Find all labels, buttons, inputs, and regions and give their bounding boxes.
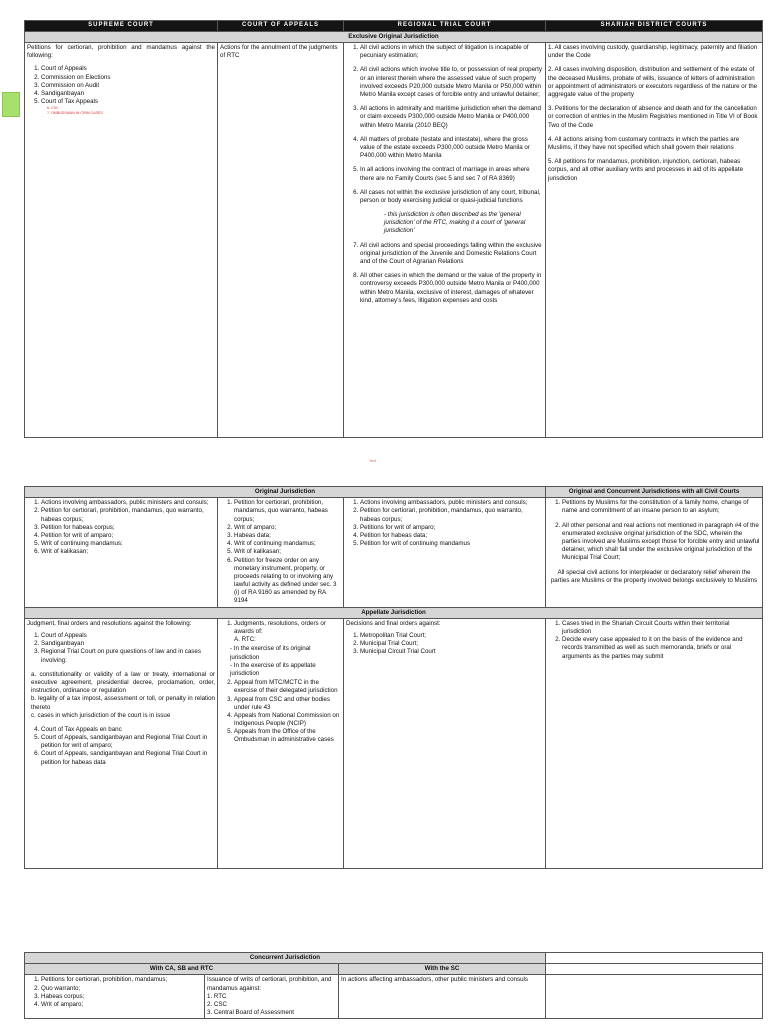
list-item: 3. Central Board of Assessment xyxy=(207,1009,295,1017)
list-item: 4. Petition for habeas data; xyxy=(360,532,543,540)
header-row xyxy=(25,21,763,32)
list-item: 2. Petition for certiorari, prohibition, mandamus, quo warranto, habeas corpus; xyxy=(41,507,215,523)
list-item: 8. All other cases in which the demand or the value of the property in controversy exceeds P300,000 outside Metro Manila or P400,000 within Metro Manila, exclusive of interest, damages of whatever kind, attorney's fees, litigation expenses and costs xyxy=(360,272,543,305)
ca-original-cell xyxy=(218,498,344,607)
sc-appellate-cell xyxy=(25,618,218,868)
list-item: 3. Habeas corpus; xyxy=(41,993,202,1001)
list-item: 3. Petitions for writ of amparo; xyxy=(360,524,543,532)
list-item: 7. All civil actions and special proceedings falling within the exclusive original jurisdiction of the Juvenile and Domestic Relations Court and of the Court of Agrarian Relations xyxy=(360,242,543,267)
list-item: 2. Appeal from MTC/MCTC in the exercise of their delegated jurisdiction xyxy=(234,679,341,695)
section-concurrent: Concurrent Jurisdiction xyxy=(25,953,546,964)
list-item: 2. All other personal and real actions not mentioned in paragraph #4 of the enumerated exclusive original jurisdiction of the SDC, wherein the parties involved are Muslims except those for forcible entry and unlawful detainer, which shall fall under the exclusive original jurisdiction of the Municipal Trial Court; xyxy=(562,522,760,563)
handwritten-note: 7. OMBUDSMAN IN CRIM CASES xyxy=(47,110,103,115)
list-item: 5. Court of Appeals, sandiganbayan and Regional Trial Court in petition for writ of amparo; xyxy=(41,734,215,750)
list-item: 2. Writ of amparo; xyxy=(234,524,341,532)
ca-app-rtc-label: A. RTC: xyxy=(234,636,256,644)
list-item: 4. Court of Tax Appeals en banc xyxy=(41,726,215,734)
list-item: 2. Sandiganbayan xyxy=(41,640,215,648)
header-court-of-appeals: COURT OF APPEALS xyxy=(218,21,344,32)
empty-header-cell xyxy=(546,964,763,975)
original-appellate-table xyxy=(24,486,763,869)
list-item xyxy=(31,648,215,720)
list-item xyxy=(234,620,341,645)
list-item: 1. Metropolitan Trial Court; xyxy=(360,632,543,640)
list-item: 5. Writ of kalikasan; xyxy=(234,548,341,556)
list-item: 1. Actions involving ambassadors, public ministers and consuls; xyxy=(41,499,215,507)
list-item: 5. All petitions for mandamus, prohibition, injunction, certiorari, habeas corpus, and all other auxiliary writs and processes in aid of its appellate jurisdiction xyxy=(548,158,744,182)
rtc-exclusive-cell xyxy=(344,43,546,438)
stray-text-mark: Text xyxy=(369,458,377,463)
list-item: - In the exercise of its original jurisdiction xyxy=(230,645,341,661)
list-item: 3. Habeas data; xyxy=(234,532,341,540)
shariah-original-cell xyxy=(546,498,763,607)
list-item: 6. Court of Appeals, sandiganbayan and Regional Trial Court in petition for habeas data xyxy=(41,750,215,766)
sc-appellate-intro: Judgment, final orders and resolutions against the following: xyxy=(27,619,192,627)
list-item: 1. All cases involving custody, guardianship, legitimacy, paternity and filiation under the Code xyxy=(548,44,758,60)
list-item: 1. Petitions for certiorari, prohibition, mandamus; xyxy=(41,976,202,984)
handwritten-note: 6. CSC xyxy=(47,106,59,111)
rtc-original-cell xyxy=(344,498,546,607)
list-item: 2. All civil actions which involve title to, or possession of real property or an interest therein where the assessed value of such property involved exceeds P20,000 outside Metro Manila or P50,000 within Metro Manila except cases of forcible entry and unlawful detainer; xyxy=(360,66,543,99)
concurrent-col2-cell xyxy=(205,975,339,1019)
list-item: 1. RTC xyxy=(207,992,227,1000)
concurrent-col3-cell: In actions affecting ambassadors, other public ministers and consuls xyxy=(339,975,546,1019)
subsection-with-sc: With the SC xyxy=(339,964,546,975)
sub-item: b. legality of a tax impost, assessment or toll, or penalty in relation thereto xyxy=(31,695,215,711)
list-item: 5. Appeals from the Office of the Ombudsman in administrative cases xyxy=(234,728,341,744)
list-item: 3. Appeal from CSC and other bodies under rule 43 xyxy=(234,696,341,712)
list-item: 6. Petition for freeze order on any monetary instrument, property, or proceeds relating to or involving any lawful activity as defined under sec. 3 (i) of RA 9160 as amended by RA 9194 xyxy=(234,557,341,606)
list-item-text: All cases not within the exclusive jurisdiction of any court, tribunal, person or body exercising judicial or quasi-judicial functions xyxy=(360,188,541,204)
list-item: 4. Sandiganbayan xyxy=(41,90,215,98)
shariah-exclusive-cell xyxy=(546,43,763,438)
concurrent-jurisdiction-table xyxy=(24,952,763,1019)
list-item-text: Judgments, resolutions, orders or awards of: xyxy=(234,619,326,635)
list-item-text: Regional Trial Court on pure questions of law and in cases involving: xyxy=(41,648,201,664)
exclusive-jurisdiction-table xyxy=(24,20,763,438)
list-item: 5. Writ of continuing mandamus; xyxy=(41,540,215,548)
list-item: 5. Petition for writ of continuing mandamus xyxy=(360,540,543,548)
concurrent-col2-intro: Issuance of writs of certiorari, prohibition, and mandamus against: xyxy=(207,976,332,992)
list-item: 3. All actions in admiralty and maritime jurisdiction when the demand or claim exceeds P300,000 outside Metro Manila or P400,000 within Metro Manila (2010 BEQ) xyxy=(360,105,543,130)
list-item: 2. CSC xyxy=(207,1000,227,1008)
section-exclusive-original: Exclusive Original Jurisdiction xyxy=(25,31,763,42)
list-item: 3. Commission on Audit xyxy=(41,82,215,90)
list-item: 1. Petition for certiorari, prohibition, mandamus, quo warranto, habeas corpus; xyxy=(234,499,341,524)
list-item: 4. Writ of amparo; xyxy=(41,1001,202,1009)
list-item: 2. Decide every case appealed to it on the basis of the evidence and records transmitted as well as such memoranda, briefs or oral arguments as the parties may submit xyxy=(562,636,760,661)
list-item: 1. Cases tried in the Shariah Circuit Courts within their territorial jurisdiction xyxy=(562,620,760,636)
list-item: 3. Municipal Circuit Trial Court xyxy=(360,648,543,656)
header-shariah-district-courts: SHARIAH DISTRICT COURTS xyxy=(546,21,763,32)
list-item xyxy=(360,189,543,236)
rtc-general-jurisdiction-note: - this jurisdiction is often described as the 'general jurisdiction' of the RTC, making it a court of 'general jurisdiction' xyxy=(384,211,526,235)
list-item: 2. Quo warranto; xyxy=(41,985,202,993)
shariah-special-civil-actions: All special civil actions for interpleader or declaratory relief wherein the parties are Muslims or the property involved belongs exclusively to Muslims xyxy=(550,568,758,584)
list-item: 1. Petitions by Muslims for the constitution of a family home, change of name and commitment of an insane person to an asylum; xyxy=(562,499,760,515)
list-item: 2. All cases involving disposition, distribution and settlement of the estate of the deceased Muslims, probate of wills, issuance of letters of administration or appointment of administrators or executors regardless of the nature or the aggregate value of the property xyxy=(548,66,758,99)
sc-exclusive-intro: Petitions for certiorari, prohibition and mandamus against the following: xyxy=(27,44,215,60)
sub-item: c. cases in which jurisdiction of the court is in issue xyxy=(31,711,171,719)
list-item: 2. Petition for certiorari, prohibition, mandamus, quo warranto, habeas corpus; xyxy=(360,507,543,523)
subsection-with-ca-sb-rtc: With CA, SB and RTC xyxy=(25,964,339,975)
list-item: 3. Petition for habeas corpus; xyxy=(41,524,215,532)
list-item: 4. All matters of probate (testate and intestate), where the gross value of the estate exceeds P300,000 outside Metro Manila or P400,000 within Metro Manila xyxy=(360,136,543,161)
empty-cell xyxy=(546,975,763,1019)
rtc-appellate-cell xyxy=(344,618,546,868)
sticky-note-marker xyxy=(2,92,20,117)
sub-item: a. constitutionality or validity of a law or treaty, international or executive agreement, presidential decree, proclamation, order, instruction, ordinance or regulation xyxy=(31,670,215,695)
header-regional-trial-court: REGIONAL TRIAL COURT xyxy=(344,21,546,32)
list-item: 1. All civil actions in which the subject of litigation is incapable of pecuniary estimation; xyxy=(360,44,543,60)
list-item: 1. Court of Appeals xyxy=(41,632,215,640)
sc-original-cell xyxy=(25,498,218,607)
empty-header-cell xyxy=(546,953,763,964)
list-item: 1. Court of Appeals xyxy=(41,65,215,73)
ca-exclusive-cell: Actions for the annulment of the judgments of RTC xyxy=(218,43,344,438)
list-item: 5. In all actions involving the contract of marriage in areas where there are no Family Courts (sec 5 and sec 7 of RA 8369) xyxy=(360,166,543,182)
list-item: 3. Petitions for the declaration of absence and death and for the cancellation or correction of entries in the Muslim Registries mentioned in Title VI of Book Two of the Code xyxy=(548,105,758,129)
section-original-concurrent: Original and Concurrent Jurisdictions with all Civil Courts xyxy=(546,487,763,498)
section-original: Original Jurisdiction xyxy=(25,487,546,498)
list-item: 4. Petition for writ of amparo; xyxy=(41,532,215,540)
concurrent-col1-cell xyxy=(25,975,205,1019)
list-item: 4. Appeals from National Commission on Indigenous People (NCIP) xyxy=(234,712,341,728)
list-item: 6. Writ of kalikasan; xyxy=(41,548,215,556)
list-item: 4. Writ of continuing mandamus; xyxy=(234,540,341,548)
list-item: 5. Court of Tax Appeals xyxy=(41,98,215,106)
list-item: 4. All actions arising from customary contracts in which the parties are Muslims, if they have not specified which shall govern their relations xyxy=(548,135,740,151)
header-supreme-court: SUPREME COURT xyxy=(25,21,218,32)
ca-appellate-cell xyxy=(218,618,344,868)
list-item: 2. Commission on Elections xyxy=(41,74,215,82)
list-item: 1. Actions involving ambassadors, public ministers and consuls; xyxy=(360,499,543,507)
list-item: 2. Municipal Trial Court; xyxy=(360,640,543,648)
rtc-appellate-intro: Decisions and final orders against: xyxy=(346,619,441,627)
section-appellate: Appellate Jurisdiction xyxy=(25,607,763,618)
shariah-appellate-cell xyxy=(546,618,763,868)
sc-exclusive-cell xyxy=(25,43,218,438)
list-item: - In the exercise of its appellate jurisdiction xyxy=(230,662,341,678)
